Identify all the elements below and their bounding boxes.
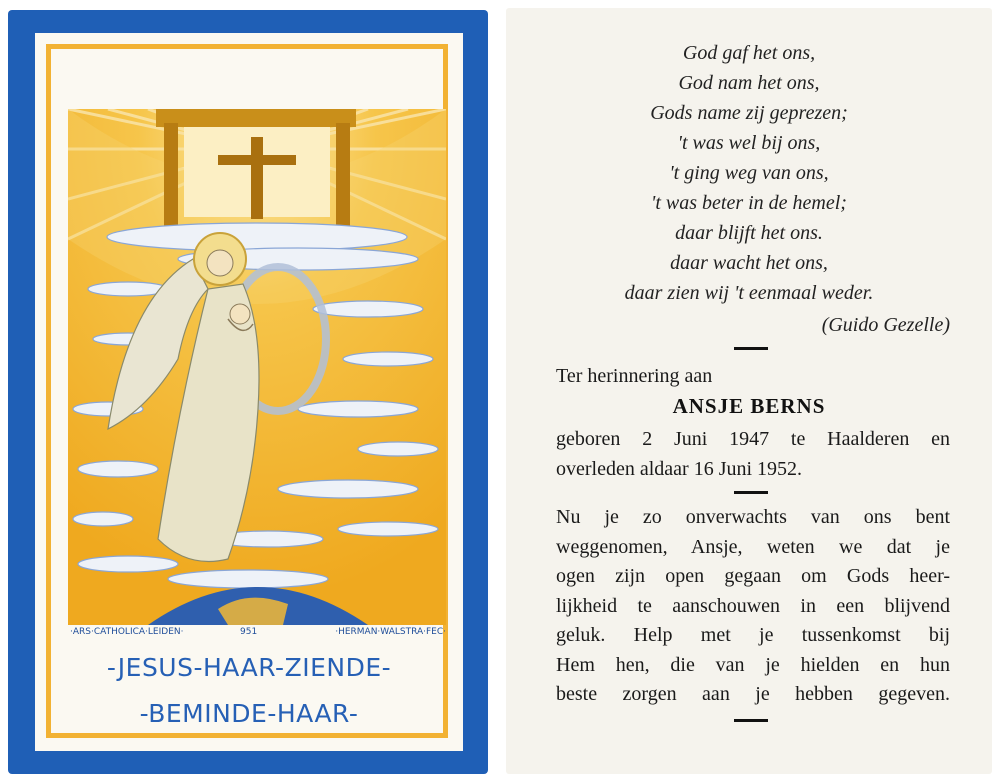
message-line: geluk. Help met je tussenkomst bij	[556, 624, 950, 646]
poem-attribution: (Guido Gezelle)	[821, 314, 950, 336]
motto-line-2: -BEMINDE-HAAR-	[139, 699, 359, 728]
poem-line: daar zien wij 't eenmaal weder.	[624, 282, 874, 304]
message-line: weggenomen, Ansje, weten we dat je	[556, 535, 950, 558]
poem-line: daar blijft het ons.	[675, 222, 823, 244]
illustration-credits	[70, 625, 446, 641]
separator	[734, 491, 768, 494]
message-line: lijkheid te aanschouwen in een blijvend	[556, 594, 950, 617]
poem	[506, 38, 992, 308]
poem-line: God gaf het ons,	[682, 42, 816, 64]
poem-line: 't was wel bij ons,	[677, 132, 821, 154]
message-paragraph	[556, 503, 950, 710]
angel-illustration	[68, 109, 446, 625]
temple-with-cross-icon	[156, 109, 356, 233]
card-inner-panel	[35, 33, 463, 751]
separator	[734, 347, 768, 350]
message-line: Hem hen, die van je hielden en hun	[556, 653, 950, 676]
motto-line-1: -JESUS-HAAR-ZIENDE-	[106, 653, 392, 682]
separator	[734, 719, 768, 722]
credit-artist: ·HERMAN·WALSTRA·FEC·	[335, 627, 446, 637]
birth-line: geboren 2 Juni 1947 te Haalderen en	[556, 428, 950, 450]
child-icon	[230, 304, 250, 324]
poem-line: Gods name zij geprezen;	[650, 102, 848, 124]
message-line: ogen zijn open gegaan om Gods heer-	[556, 565, 950, 587]
message-line: beste zorgen aan je hebben gegeven.	[556, 683, 950, 705]
holy-card-front	[8, 10, 488, 774]
poem-line: daar wacht het ons,	[670, 252, 828, 274]
poem-line: God nam het ons,	[678, 72, 820, 94]
holy-card-back	[506, 8, 992, 774]
birth-death-text	[556, 425, 950, 484]
message-line: Nu je zo onverwachts van ons bent	[556, 506, 950, 528]
poem-line: 't was beter in de hemel;	[651, 192, 847, 214]
deceased-name: ANSJE BERNS	[672, 394, 826, 418]
death-line: overleden aldaar 16 Juni 1952.	[556, 457, 803, 480]
credit-publisher: ·ARS·CATHOLICA·LEIDEN·	[70, 627, 184, 637]
poem-line: 't ging weg van ons,	[669, 162, 829, 184]
remembrance-intro: Ter herinnering aan	[556, 365, 713, 387]
credit-number: 951	[240, 627, 258, 637]
